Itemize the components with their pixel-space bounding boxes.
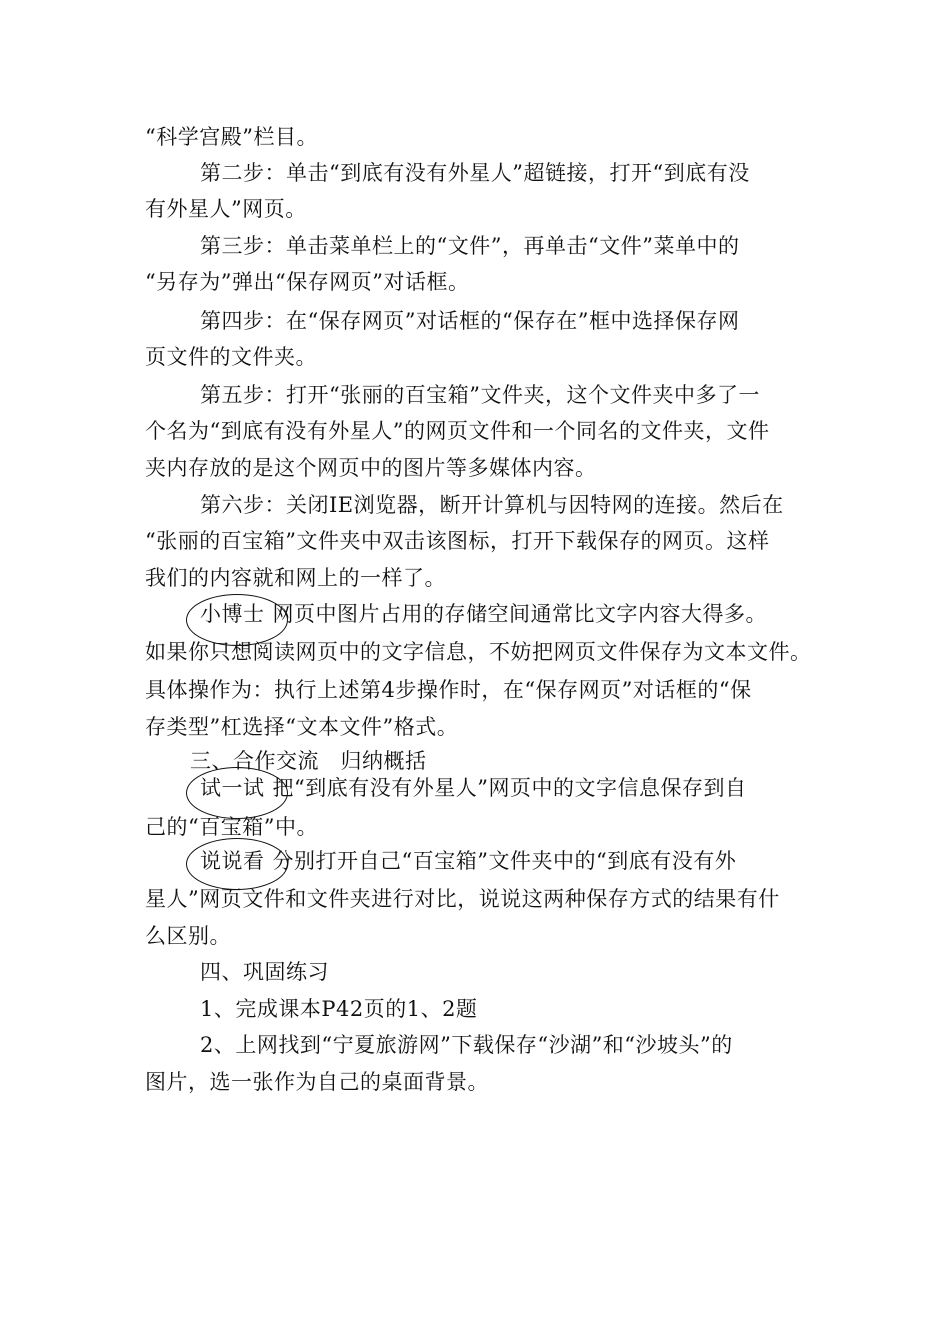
activity-paragraph bbox=[200, 775, 746, 801]
text-line: 图片，选一张作为自己的桌面背景。 bbox=[145, 1070, 489, 1094]
exercise-2: 2、上网找到“宁夏旅游网”下载保存“沙湖”和“沙坡头”的 bbox=[200, 1033, 733, 1057]
section-heading-3: 三、合作交流 归纳概括 bbox=[190, 749, 427, 773]
text-line: 个名为“到底有没有外星人”的网页文件和一个同名的文件夹，文件 bbox=[145, 419, 770, 443]
step-2-text: 第二步：单击“到底有没有外星人”超链接，打开“到底有没 bbox=[200, 161, 750, 185]
text-line: 我们的内容就和网上的一样了。 bbox=[145, 566, 446, 590]
discussion-paragraph bbox=[200, 848, 736, 874]
text-line: 么区别。 bbox=[145, 924, 231, 948]
text-line: 夹内存放的是这个网页中的图片等多媒体内容。 bbox=[145, 456, 597, 480]
text-line: “科学宫殿”栏目。 bbox=[145, 125, 318, 149]
step-5-text: 第五步：打开“张丽的百宝箱”文件夹，这个文件夹中多了一 bbox=[200, 383, 760, 407]
text-line: 星人”网页文件和文件夹进行对比，说说这两种保存方式的结果有什 bbox=[145, 887, 780, 911]
step-3-text: 第三步：单击菜单栏上的“文件”，再单击“文件”菜单中的 bbox=[200, 234, 740, 258]
tag-label: 小博士 bbox=[200, 602, 265, 626]
text-line: “张丽的百宝箱”文件夹中双击该图标，打开下载保存的网页。这样 bbox=[145, 529, 770, 553]
tag-label: 试一试 bbox=[200, 776, 265, 800]
tag-label: 说说看 bbox=[200, 849, 265, 873]
text-segment: 分别打开自己“百宝箱”文件夹中的“到底有没有外 bbox=[272, 849, 737, 873]
section-heading-4: 四、巩固练习 bbox=[200, 960, 329, 984]
step-4-text: 第四步：在“保存网页”对话框的“保存在”框中选择保存网 bbox=[200, 309, 740, 333]
text-line: 有外星人”网页。 bbox=[145, 197, 307, 221]
text-line: 己的“百宝箱”中。 bbox=[145, 815, 318, 839]
text-segment: 网页中图片占用的存储空间通常比文字内容大得多。 bbox=[272, 602, 767, 626]
text-line: 存类型”杠选择“文本文件”格式。 bbox=[145, 715, 459, 739]
text-line: “另存为”弹出“保存网页”对话框。 bbox=[145, 270, 470, 294]
text-line: 具体操作为：执行上述第4步操作时，在“保存网页”对话框的“保 bbox=[145, 678, 752, 702]
text-line: 页文件的文件夹。 bbox=[145, 345, 317, 369]
tip-paragraph bbox=[200, 601, 767, 627]
text-line: 如果你只想阅读网页中的文字信息，不妨把网页文件保存为文本文件。 bbox=[145, 640, 812, 664]
exercise-1: 1、完成课本P42页的1、2题 bbox=[200, 997, 478, 1021]
step-6-text: 第六步：关闭IE浏览器，断开计算机与因特网的连接。然后在 bbox=[200, 493, 784, 517]
text-segment: 把“到底有没有外星人”网页中的文字信息保存到自 bbox=[272, 776, 747, 800]
